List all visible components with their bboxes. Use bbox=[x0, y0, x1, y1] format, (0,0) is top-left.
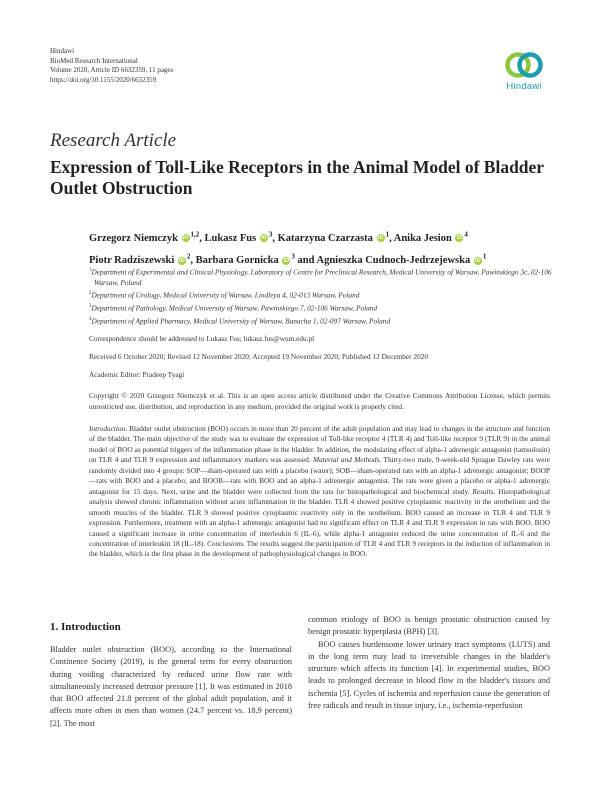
copyright-notice: Copyright © 2020 Grzegorz Niemczyk et al. This is an open access article distributed under the Creative Commons Attribution License, which permits unrestricted use, distribution, and reproduction in any medium, provided the original work is properly cited. bbox=[89, 391, 550, 411]
author[interactable]: Barbara Gornicka $iD^3$ bbox=[195, 252, 295, 266]
orcid-icon[interactable]: iD bbox=[283, 257, 290, 264]
volume-info: Volume 2020, Article ID 6632359, 11 pages bbox=[50, 66, 174, 75]
orcid-icon[interactable]: iD bbox=[377, 235, 384, 242]
abstract-results: Histopathological analysis showed chronic inflammation without acute inflammation in the bladder. TLR 4 showed positive cytoplasmic reactivity in the urothelium and the smooth muscles of the bladder. TLR 9 showed positive cytoplasmic reactivity only in the urothelium. BOO caused an increase in TLR 4 and TLR 9 expression. Furthermore, treatment with an alpha-1 adrenergic antagonist had no significant effect on TLR 4 and TLR 9 expression in rats with BOO. BOO caused a significant increase in urine concentration of interleukin 6 (IL-6), while alpha-1 antagonist reduced the urine concentration of IL-6 and the concentration of interleukin 18 (IL-18). bbox=[89, 486, 551, 548]
article-dates: Received 6 October 2020; Revised 12 November 2020; Accepted 19 November 2020; Published 12 December 2020 bbox=[89, 352, 429, 361]
correspondence: Correspondence should be addressed to Lukasz Fus; lukasz.fus@wum.edu.pl bbox=[89, 334, 315, 343]
article-title: Expression of Toll-Like Receptors in the Animal Model of Bladder Outlet Obstruction bbox=[50, 157, 544, 198]
hindawi-logo bbox=[498, 50, 550, 92]
body-paragraph: Bladder outlet obstruction (BOO), according to the International Continence Society (2019), is the general term for every obstruction during voiding characterized by reduced urine flow rate with simultaneously increased detrusor pressure [1]. It was estimated in 2018 that BOO affected 21.8 percent of the global adult population, and it affects more often in men than women (24.7 percent vs. 18.9 percent) [2]. The most bbox=[50, 645, 292, 728]
author-list bbox=[89, 225, 559, 270]
abstract-results-label: Results. bbox=[472, 486, 496, 496]
author[interactable]: and Agnieszka Cudnoch-Jedrzejewska $iD^1$ bbox=[297, 252, 487, 266]
abstract-methods-label: Material and Methods. bbox=[313, 455, 382, 465]
affiliation: $^3$Department of Pathology, Medical University of Warsaw, Pawinskiego 7, 02-106 Warsaw, Poland bbox=[89, 303, 378, 313]
publisher-name: Hindawi bbox=[50, 47, 75, 55]
affiliations bbox=[89, 266, 559, 328]
abstract-conclusions-label: Conclusions. bbox=[207, 538, 245, 548]
orcid-icon[interactable]: iD bbox=[179, 257, 185, 264]
journal-info bbox=[50, 47, 173, 85]
author[interactable]: Piotr Radziszewski $iD^2$, bbox=[89, 252, 194, 266]
abstract-intro-label: Introduction. bbox=[89, 424, 128, 433]
orcid-icon[interactable]: iD bbox=[182, 235, 189, 242]
academic-editor: Academic Editor: Pradeep Tyagi bbox=[89, 370, 185, 379]
affiliation: $^2$Department of Urology, Medical University of Warsaw, Lindleya 4, 02-013 Warsaw, Poland bbox=[89, 290, 360, 300]
orcid-icon[interactable]: iD bbox=[475, 257, 481, 264]
abstract-methods: Thirty-two male, 9-week-old Sprague Dawley rats were randomly divided into 4 groups: SOP—sham-operated rats with a placebo (water); SOB—sham-operated rats with an alpha-1 adrenergic antagonist; BOOP—rats with BOO and a placebo; and BOOB—rats with BOO and an alpha-1 adrenergic antagonist. The rats were given a placebo or alpha-1 adrenergic antagonist for 15 days. Next, urine and the bladder were collected from the rats for histopathological and biochemical study. bbox=[89, 455, 550, 496]
body-column-left bbox=[50, 644, 292, 730]
author[interactable]: Grzegorz Niemczyk iD$^{1,2}$, bbox=[89, 230, 202, 244]
doi-link[interactable]: https://doi.org/10.1155/2020/6632359 bbox=[50, 75, 157, 84]
abstract bbox=[89, 424, 550, 560]
affiliation: $^1$Department of Experimental and Clinical Physiology, Laboratory of Centre for Preclinical Research, Medical University of Warsaw, Pawinskiego 3c, 02-106 Warsaw, Poland bbox=[89, 267, 552, 287]
body-paragraph: BOO causes burdensome lower urinary tract symptoms (LUTS) and in the long term may lead to irreversible changes in the bladder's structure which affects its function [4]. In experimental studies, BOO leads to prolonged decrease in blood flow in the bladder's tissues and ischemia [5]. Cycles of ischemia and reperfusion cause the generation of free radicals and result in tissue injury, i.e., ischemia-reperfusion bbox=[308, 639, 550, 711]
orcid-icon[interactable]: iD bbox=[456, 235, 463, 242]
affiliation: $^4$Department of Applied Pharmacy, Medical University of Warsaw, Banacha 1, 02-097 Warsaw, Poland bbox=[89, 316, 391, 326]
abstract-intro: Bladder outlet obstruction (BOO) occurs in more than 20 percent of the adult population and may lead to changes in the structure and function of the bladder. The main objective of the study was to evaluate the expression of Toll-like receptor 4 (TLR 4) and Toll-like receptor 9 (TLR 9) in the animal model of BOO as potential triggers of the inflammation phase in the bladder. In addition, the modulating effect of alpha-1 adrenergic antagonist (tamsulosin) on TLR 4 and TLR 9 expression and inflammatory markers was assessed. bbox=[89, 424, 550, 465]
hindawi-rings-icon bbox=[504, 50, 544, 80]
author[interactable]: Lukasz Fus $iD^3$, bbox=[204, 230, 275, 244]
logo-wordmark: Hindawi bbox=[506, 81, 542, 92]
section-heading: 1. Introduction bbox=[50, 621, 121, 633]
journal-name: BioMed Research International bbox=[50, 56, 138, 65]
author[interactable]: Katarzyna Czarzasta $iD^1$, bbox=[277, 230, 392, 244]
author[interactable]: Anika Jesion $iD^4$ bbox=[393, 230, 468, 244]
body-column-right bbox=[308, 614, 550, 712]
orcid-icon[interactable]: iD bbox=[261, 235, 267, 242]
body-paragraph: common etiology of BOO is benign prostatic obstruction caused by benign prostatic hyperplasia (BPH) [3]. bbox=[308, 615, 550, 637]
article-type: Research Article bbox=[50, 130, 177, 151]
abstract-conclusions: The results suggest the participation of TLR 4 and TLR 9 receptors in the induction of inflammation in the bladder, which is the first phase in the development of pathophysiological changes in BOO. bbox=[89, 538, 550, 559]
